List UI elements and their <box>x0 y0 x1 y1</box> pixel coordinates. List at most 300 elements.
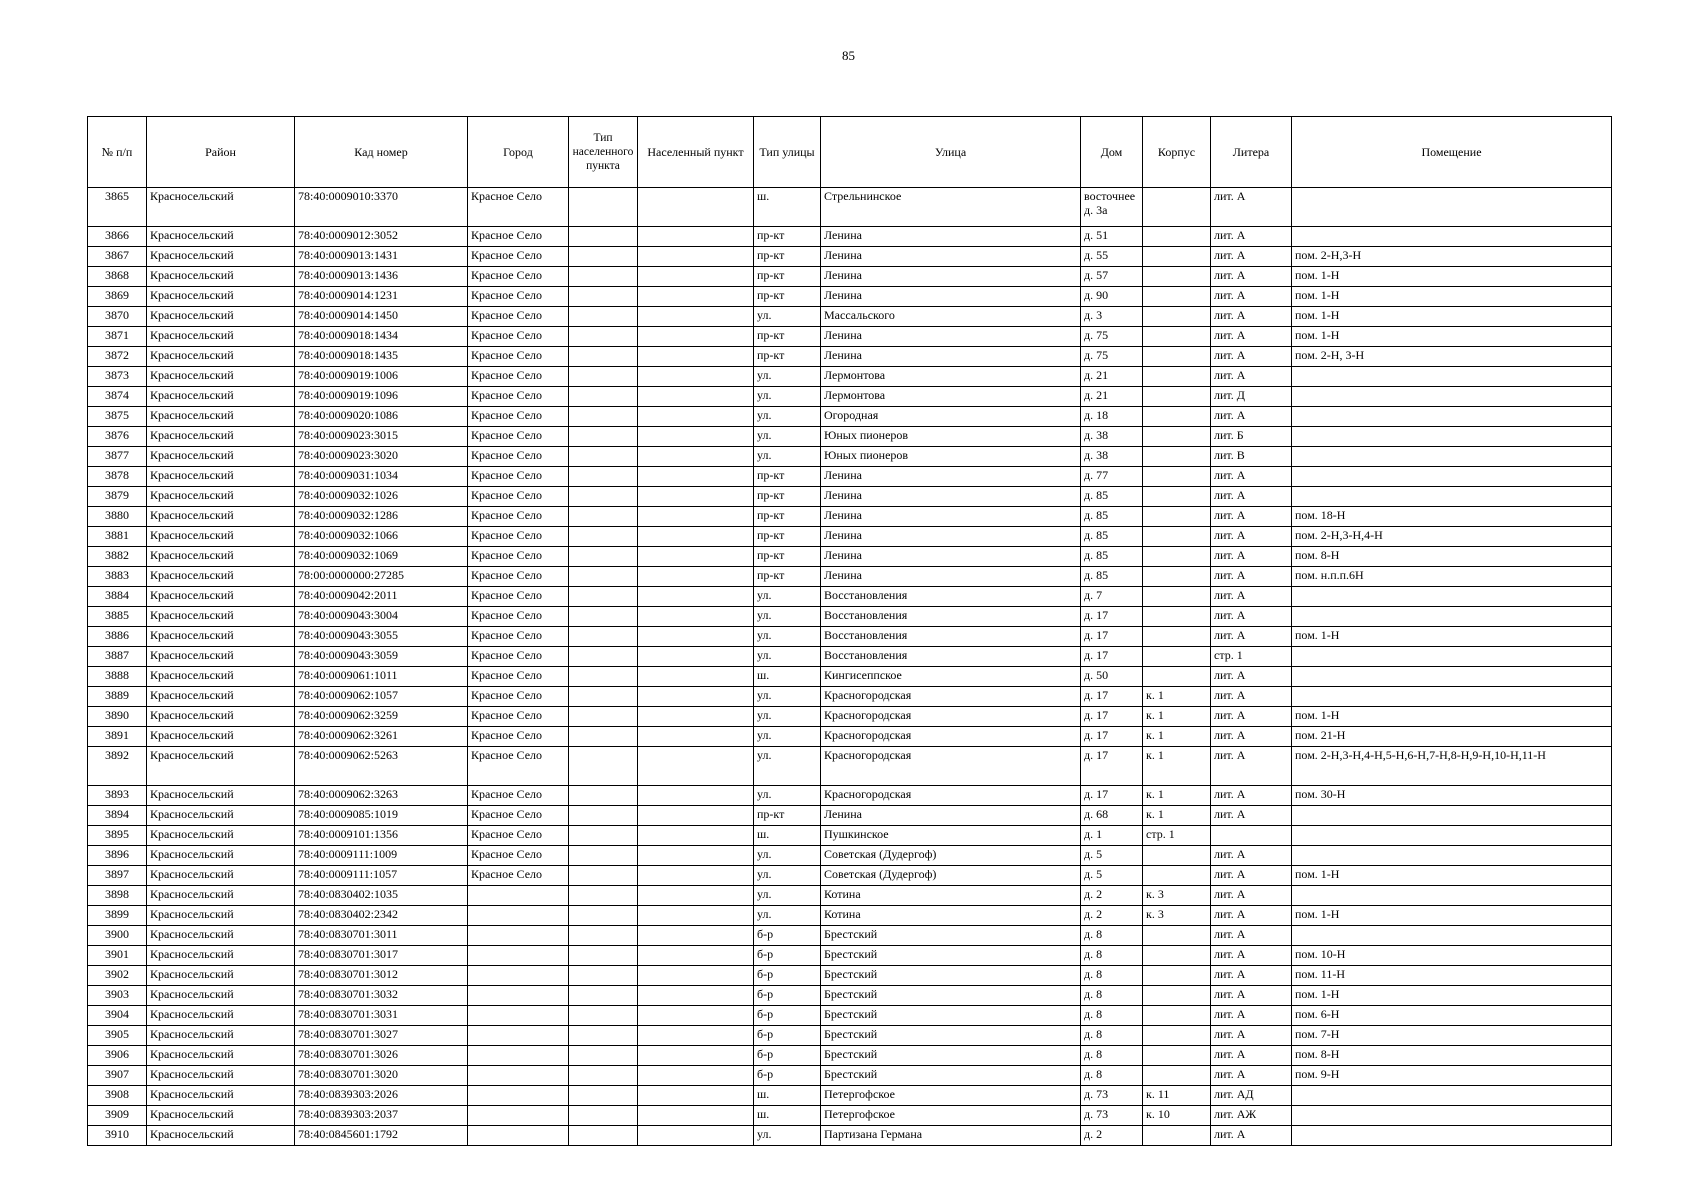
street-type-cell: пр-кт <box>754 227 821 247</box>
locality-type-cell <box>569 986 638 1006</box>
street-cell: Ленина <box>821 327 1081 347</box>
table-body <box>88 188 1612 1146</box>
district-cell: Красносельский <box>147 447 295 467</box>
district-cell: Красносельский <box>147 487 295 507</box>
street-cell: Ленина <box>821 527 1081 547</box>
letter-cell: лит. Д <box>1211 387 1292 407</box>
table-row <box>88 687 1612 707</box>
locality-cell <box>638 806 754 826</box>
street-type-cell: ш. <box>754 1106 821 1126</box>
district-cell: Красносельский <box>147 1106 295 1126</box>
district-cell: Красносельский <box>147 1086 295 1106</box>
locality-cell <box>638 547 754 567</box>
street-type-cell: ул. <box>754 447 821 467</box>
locality-type-cell <box>569 247 638 267</box>
premises-cell <box>1292 1086 1612 1106</box>
street-cell: Ленина <box>821 806 1081 826</box>
city-cell <box>468 1106 569 1126</box>
street-cell: Восстановления <box>821 627 1081 647</box>
locality-cell <box>638 487 754 507</box>
street-cell: Красногородская <box>821 707 1081 727</box>
letter-cell: лит. А <box>1211 786 1292 806</box>
locality-cell <box>638 986 754 1006</box>
city-cell <box>468 986 569 1006</box>
house-cell: д. 50 <box>1081 667 1143 687</box>
city-cell <box>468 1046 569 1066</box>
district-cell: Красносельский <box>147 727 295 747</box>
letter-cell: лит. А <box>1211 1026 1292 1046</box>
cadastral-number-cell: 78:40:0830701:3027 <box>295 1026 468 1046</box>
row-number-cell: 3890 <box>88 707 147 727</box>
letter-cell: лит. А <box>1211 806 1292 826</box>
letter-cell: лит. А <box>1211 886 1292 906</box>
letter-cell: лит. Б <box>1211 427 1292 447</box>
street-type-cell: ул. <box>754 886 821 906</box>
locality-type-cell <box>569 1106 638 1126</box>
table-row <box>88 567 1612 587</box>
house-cell: д. 51 <box>1081 227 1143 247</box>
street-type-cell: ул. <box>754 906 821 926</box>
district-cell: Красносельский <box>147 1126 295 1146</box>
locality-type-cell <box>569 327 638 347</box>
premises-cell: пом. 8-Н <box>1292 547 1612 567</box>
street-type-cell: ш. <box>754 667 821 687</box>
table-row <box>88 727 1612 747</box>
letter-cell: лит. А <box>1211 567 1292 587</box>
cadastral-number-cell: 78:40:0009032:1286 <box>295 507 468 527</box>
city-cell: Красное Село <box>468 387 569 407</box>
table-row <box>88 1066 1612 1086</box>
city-cell: Красное Село <box>468 567 569 587</box>
letter-cell: лит. А <box>1211 946 1292 966</box>
letter-cell: лит. А <box>1211 926 1292 946</box>
row-number-cell: 3892 <box>88 747 147 786</box>
locality-cell <box>638 467 754 487</box>
district-cell: Красносельский <box>147 866 295 886</box>
letter-cell: лит. А <box>1211 507 1292 527</box>
house-cell: д. 17 <box>1081 687 1143 707</box>
row-number-cell: 3903 <box>88 986 147 1006</box>
premises-cell: пом. 10-Н <box>1292 946 1612 966</box>
premises-cell: пом. 1-Н <box>1292 267 1612 287</box>
cadastral-number-cell: 78:40:0830701:3031 <box>295 1006 468 1026</box>
district-cell: Красносельский <box>147 747 295 786</box>
locality-cell <box>638 866 754 886</box>
row-number-cell: 3901 <box>88 946 147 966</box>
row-number-cell: 3902 <box>88 966 147 986</box>
premises-cell: пом. 1-Н <box>1292 707 1612 727</box>
district-cell: Красносельский <box>147 707 295 727</box>
premises-cell <box>1292 806 1612 826</box>
cadastral-number-cell: 78:40:0009012:3052 <box>295 227 468 247</box>
district-cell: Красносельский <box>147 188 295 227</box>
house-cell: д. 85 <box>1081 547 1143 567</box>
table-row <box>88 427 1612 447</box>
premises-cell: пом. 18-Н <box>1292 507 1612 527</box>
cadastral-number-cell: 78:40:0830402:1035 <box>295 886 468 906</box>
cadastral-number-cell: 78:40:0009062:1057 <box>295 687 468 707</box>
street-type-cell: ул. <box>754 687 821 707</box>
cadastral-number-cell: 78:40:0830701:3026 <box>295 1046 468 1066</box>
table-row <box>88 487 1612 507</box>
building-cell: к. 3 <box>1143 886 1211 906</box>
row-number-cell: 3910 <box>88 1126 147 1146</box>
city-cell: Красное Село <box>468 747 569 786</box>
city-cell: Красное Село <box>468 667 569 687</box>
city-cell <box>468 926 569 946</box>
locality-cell <box>638 926 754 946</box>
letter-cell: лит. А <box>1211 747 1292 786</box>
letter-cell: лит. А <box>1211 906 1292 926</box>
letter-cell: лит. А <box>1211 487 1292 507</box>
building-cell <box>1143 1066 1211 1086</box>
city-cell: Красное Село <box>468 826 569 846</box>
house-cell: д. 85 <box>1081 527 1143 547</box>
street-cell: Красногородская <box>821 786 1081 806</box>
city-cell: Красное Село <box>468 846 569 866</box>
district-cell: Красносельский <box>147 427 295 447</box>
locality-type-cell <box>569 627 638 647</box>
city-cell: Красное Село <box>468 467 569 487</box>
premises-cell: пом. 1-Н <box>1292 906 1612 926</box>
table-row <box>88 1026 1612 1046</box>
row-number-cell: 3904 <box>88 1006 147 1026</box>
letter-cell: лит. А <box>1211 1006 1292 1026</box>
street-cell: Ленина <box>821 567 1081 587</box>
locality-cell <box>638 707 754 727</box>
district-cell: Красносельский <box>147 1026 295 1046</box>
house-cell: д. 85 <box>1081 507 1143 527</box>
city-cell: Красное Село <box>468 407 569 427</box>
district-cell: Красносельский <box>147 1006 295 1026</box>
cadastral-number-cell: 78:40:0009013:1431 <box>295 247 468 267</box>
street-type-cell: пр-кт <box>754 487 821 507</box>
locality-cell <box>638 826 754 846</box>
house-cell: д. 1 <box>1081 826 1143 846</box>
district-cell: Красносельский <box>147 687 295 707</box>
table-row <box>88 966 1612 986</box>
row-number-cell: 3909 <box>88 1106 147 1126</box>
letter-cell: лит. АД <box>1211 1086 1292 1106</box>
street-cell: Ленина <box>821 507 1081 527</box>
district-cell: Красносельский <box>147 267 295 287</box>
street-type-cell: б-р <box>754 966 821 986</box>
cadastral-number-cell: 78:40:0009013:1436 <box>295 267 468 287</box>
locality-type-cell <box>569 806 638 826</box>
cadastral-number-cell: 78:40:0830402:2342 <box>295 906 468 926</box>
locality-cell <box>638 347 754 367</box>
cadastral-number-cell: 78:00:0000000:27285 <box>295 567 468 587</box>
building-cell <box>1143 387 1211 407</box>
cadastral-number-cell: 78:40:0009014:1450 <box>295 307 468 327</box>
building-cell <box>1143 607 1211 627</box>
table-row <box>88 507 1612 527</box>
table-row <box>88 926 1612 946</box>
table-row <box>88 467 1612 487</box>
house-cell: д. 8 <box>1081 1006 1143 1026</box>
header-cell: Тип населенного пункта <box>569 117 638 188</box>
locality-cell <box>638 287 754 307</box>
house-cell: д. 8 <box>1081 966 1143 986</box>
house-cell: д. 17 <box>1081 607 1143 627</box>
street-type-cell: пр-кт <box>754 567 821 587</box>
premises-cell <box>1292 926 1612 946</box>
street-cell: Советская (Дудергоф) <box>821 846 1081 866</box>
premises-cell: пом. 1-Н <box>1292 287 1612 307</box>
street-type-cell: б-р <box>754 1066 821 1086</box>
city-cell: Красное Село <box>468 727 569 747</box>
street-type-cell: б-р <box>754 1026 821 1046</box>
street-cell: Брестский <box>821 1066 1081 1086</box>
district-cell: Красносельский <box>147 786 295 806</box>
table-row <box>88 188 1612 227</box>
row-number-cell: 3889 <box>88 687 147 707</box>
city-cell <box>468 1006 569 1026</box>
cadastral-number-cell: 78:40:0009032:1026 <box>295 487 468 507</box>
street-cell: Ленина <box>821 287 1081 307</box>
locality-type-cell <box>569 307 638 327</box>
house-cell: д. 8 <box>1081 926 1143 946</box>
premises-cell: пом. 1-Н <box>1292 866 1612 886</box>
letter-cell: лит. А <box>1211 1066 1292 1086</box>
city-cell: Красное Село <box>468 188 569 227</box>
house-cell: д. 5 <box>1081 846 1143 866</box>
table-row <box>88 1006 1612 1026</box>
building-cell <box>1143 926 1211 946</box>
row-number-cell: 3887 <box>88 647 147 667</box>
locality-type-cell <box>569 687 638 707</box>
district-cell: Красносельский <box>147 347 295 367</box>
premises-cell <box>1292 587 1612 607</box>
building-cell: к. 10 <box>1143 1106 1211 1126</box>
street-type-cell: б-р <box>754 946 821 966</box>
building-cell <box>1143 188 1211 227</box>
locality-type-cell <box>569 427 638 447</box>
premises-cell <box>1292 1126 1612 1146</box>
house-cell: д. 85 <box>1081 567 1143 587</box>
locality-type-cell <box>569 727 638 747</box>
table-row <box>88 287 1612 307</box>
locality-cell <box>638 786 754 806</box>
district-cell: Красносельский <box>147 846 295 866</box>
street-type-cell: б-р <box>754 1046 821 1066</box>
building-cell <box>1143 986 1211 1006</box>
building-cell <box>1143 946 1211 966</box>
row-number-cell: 3884 <box>88 587 147 607</box>
locality-cell <box>638 627 754 647</box>
street-type-cell: ул. <box>754 727 821 747</box>
street-cell: Брестский <box>821 1026 1081 1046</box>
table-row <box>88 407 1612 427</box>
city-cell <box>468 1026 569 1046</box>
house-cell: д. 55 <box>1081 247 1143 267</box>
street-type-cell: пр-кт <box>754 327 821 347</box>
house-cell: д. 85 <box>1081 487 1143 507</box>
city-cell <box>468 966 569 986</box>
cadastral-number-cell: 78:40:0009019:1096 <box>295 387 468 407</box>
locality-type-cell <box>569 407 638 427</box>
district-cell: Красносельский <box>147 307 295 327</box>
premises-cell <box>1292 846 1612 866</box>
cadastral-number-cell: 78:40:0009014:1231 <box>295 287 468 307</box>
letter-cell: лит. А <box>1211 527 1292 547</box>
house-cell: д. 57 <box>1081 267 1143 287</box>
street-cell: Пушкинское <box>821 826 1081 846</box>
letter-cell: лит. А <box>1211 587 1292 607</box>
locality-type-cell <box>569 846 638 866</box>
letter-cell: лит. А <box>1211 367 1292 387</box>
row-number-cell: 3871 <box>88 327 147 347</box>
street-cell: Массальского <box>821 307 1081 327</box>
street-cell: Восстановления <box>821 587 1081 607</box>
locality-type-cell <box>569 527 638 547</box>
street-cell: Ленина <box>821 227 1081 247</box>
page-number: 85 <box>842 48 855 63</box>
locality-cell <box>638 1126 754 1146</box>
row-number-cell: 3883 <box>88 567 147 587</box>
row-number-cell: 3869 <box>88 287 147 307</box>
locality-cell <box>638 507 754 527</box>
cadastral-number-cell: 78:40:0009042:2011 <box>295 587 468 607</box>
street-type-cell: ул. <box>754 866 821 886</box>
table-row <box>88 786 1612 806</box>
table-row <box>88 1086 1612 1106</box>
locality-cell <box>638 587 754 607</box>
house-cell: д. 2 <box>1081 1126 1143 1146</box>
city-cell: Красное Село <box>468 527 569 547</box>
city-cell: Красное Село <box>468 806 569 826</box>
cadastral-number-cell: 78:40:0009023:3015 <box>295 427 468 447</box>
street-type-cell: ул. <box>754 846 821 866</box>
building-cell: к. 1 <box>1143 687 1211 707</box>
district-cell: Красносельский <box>147 1046 295 1066</box>
premises-cell: пом. 2-Н,3-Н,4-Н,5-Н,6-Н,7-Н,8-Н,9-Н,10-Н,11-Н <box>1292 747 1612 786</box>
letter-cell: лит. А <box>1211 247 1292 267</box>
cadastral-number-cell: 78:40:0009032:1066 <box>295 527 468 547</box>
district-cell: Красносельский <box>147 227 295 247</box>
district-cell: Красносельский <box>147 906 295 926</box>
premises-cell <box>1292 607 1612 627</box>
table-row <box>88 667 1612 687</box>
header-cell: Тип улицы <box>754 117 821 188</box>
district-cell: Красносельский <box>147 467 295 487</box>
house-cell: д. 17 <box>1081 647 1143 667</box>
table-row <box>88 367 1612 387</box>
house-cell: д. 17 <box>1081 747 1143 786</box>
premises-cell: пом. 7-Н <box>1292 1026 1612 1046</box>
table-row <box>88 747 1612 786</box>
row-number-cell: 3894 <box>88 806 147 826</box>
premises-cell <box>1292 647 1612 667</box>
house-cell: д. 17 <box>1081 786 1143 806</box>
table-row <box>88 647 1612 667</box>
premises-cell: пом. 2-Н, 3-Н <box>1292 347 1612 367</box>
street-cell: Партизана Германа <box>821 1126 1081 1146</box>
house-cell: д. 75 <box>1081 327 1143 347</box>
street-type-cell: пр-кт <box>754 467 821 487</box>
street-type-cell: ул. <box>754 747 821 786</box>
premises-cell <box>1292 667 1612 687</box>
cadastral-number-cell: 78:40:0009062:3263 <box>295 786 468 806</box>
row-number-cell: 3870 <box>88 307 147 327</box>
locality-cell <box>638 247 754 267</box>
district-cell: Красносельский <box>147 387 295 407</box>
street-type-cell: ул. <box>754 707 821 727</box>
cadastral-number-cell: 78:40:0009031:1034 <box>295 467 468 487</box>
locality-type-cell <box>569 1086 638 1106</box>
city-cell: Красное Село <box>468 786 569 806</box>
locality-type-cell <box>569 487 638 507</box>
building-cell <box>1143 247 1211 267</box>
letter-cell: лит. А <box>1211 227 1292 247</box>
locality-cell <box>638 1106 754 1126</box>
building-cell <box>1143 507 1211 527</box>
city-cell: Красное Село <box>468 507 569 527</box>
street-type-cell: ул. <box>754 607 821 627</box>
city-cell: Красное Село <box>468 287 569 307</box>
house-cell: д. 2 <box>1081 886 1143 906</box>
premises-cell <box>1292 227 1612 247</box>
table-row <box>88 886 1612 906</box>
premises-cell: пом. 6-Н <box>1292 1006 1612 1026</box>
district-cell: Красносельский <box>147 806 295 826</box>
header-cell: Кад номер <box>295 117 468 188</box>
city-cell: Красное Село <box>468 447 569 467</box>
city-cell: Красное Село <box>468 427 569 447</box>
house-cell: д. 17 <box>1081 727 1143 747</box>
row-number-cell: 3877 <box>88 447 147 467</box>
district-cell: Красносельский <box>147 287 295 307</box>
table-row <box>88 806 1612 826</box>
locality-type-cell <box>569 647 638 667</box>
street-cell: Петергофское <box>821 1106 1081 1126</box>
table-row <box>88 866 1612 886</box>
building-cell <box>1143 427 1211 447</box>
street-type-cell: ш. <box>754 1086 821 1106</box>
city-cell: Красное Село <box>468 327 569 347</box>
street-cell: Юных пионеров <box>821 427 1081 447</box>
district-cell: Красносельский <box>147 966 295 986</box>
premises-cell: пом. н.п.п.6Н <box>1292 567 1612 587</box>
street-type-cell: б-р <box>754 926 821 946</box>
row-number-cell: 3874 <box>88 387 147 407</box>
locality-type-cell <box>569 567 638 587</box>
cadastral-number-cell: 78:40:0009020:1086 <box>295 407 468 427</box>
locality-cell <box>638 1006 754 1026</box>
house-cell: д. 8 <box>1081 1066 1143 1086</box>
cadastral-number-cell: 78:40:0009111:1057 <box>295 866 468 886</box>
building-cell: стр. 1 <box>1143 826 1211 846</box>
table-header-row <box>88 117 1612 188</box>
street-type-cell: ул. <box>754 786 821 806</box>
cadastral-number-cell: 78:40:0009010:3370 <box>295 188 468 227</box>
house-cell: д. 21 <box>1081 367 1143 387</box>
locality-cell <box>638 1066 754 1086</box>
street-cell: Ленина <box>821 487 1081 507</box>
district-cell: Красносельский <box>147 886 295 906</box>
locality-cell <box>638 687 754 707</box>
building-cell <box>1143 327 1211 347</box>
letter-cell: лит. А <box>1211 267 1292 287</box>
house-cell: д. 18 <box>1081 407 1143 427</box>
street-type-cell: ул. <box>754 587 821 607</box>
cadastral-number-cell: 78:40:0830701:3011 <box>295 926 468 946</box>
cadastral-number-cell: 78:40:0830701:3017 <box>295 946 468 966</box>
building-cell <box>1143 467 1211 487</box>
premises-cell <box>1292 1106 1612 1126</box>
locality-cell <box>638 747 754 786</box>
locality-type-cell <box>569 667 638 687</box>
